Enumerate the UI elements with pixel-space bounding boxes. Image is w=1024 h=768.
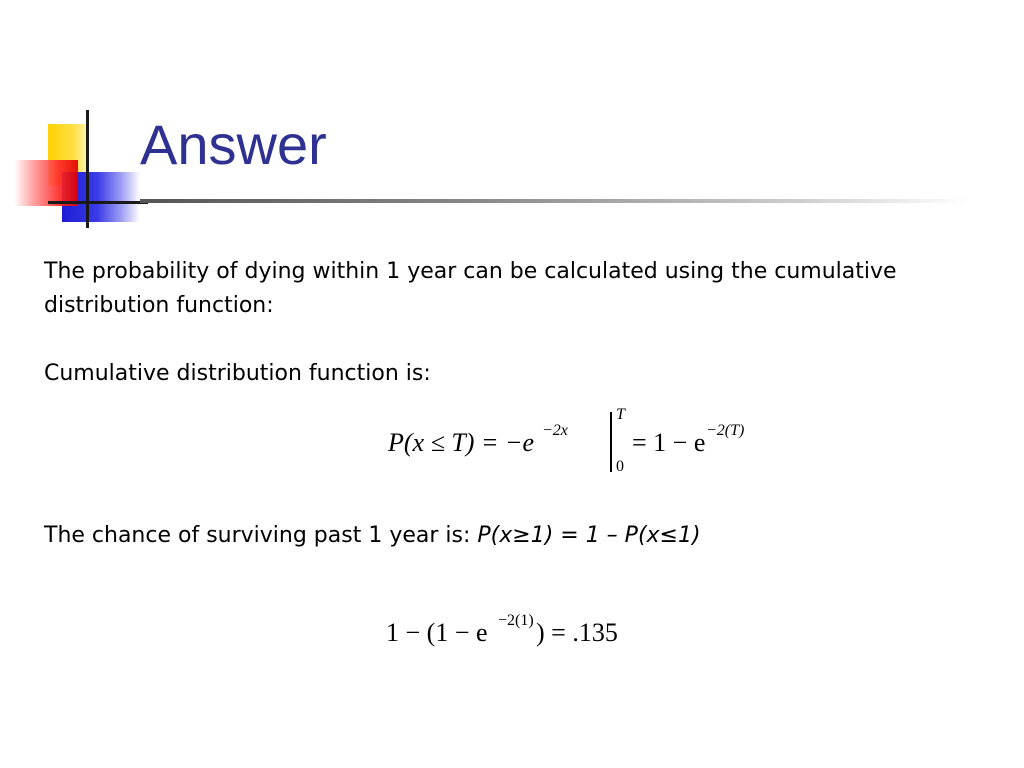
upper-limit: T xyxy=(616,406,625,423)
red-square xyxy=(14,160,78,206)
survival-equation-base: 1 − (1 − e xyxy=(386,618,488,647)
survival-equation xyxy=(380,608,640,658)
paragraph-probability: The probability of dying within 1 year can be calculated using the cumulative distribution function: xyxy=(44,259,897,318)
paragraph-survival xyxy=(44,519,701,553)
cdf-equation xyxy=(380,400,780,490)
survival-equation-exponent: −2(1) xyxy=(498,612,534,629)
slide-title: Answer xyxy=(140,113,327,176)
paragraph-cdf-label: Cumulative distribution function is: xyxy=(44,361,431,386)
survival-equation-result: ) = .135 xyxy=(536,618,618,647)
title-underline xyxy=(140,199,970,203)
short-horizontal-rule xyxy=(48,201,148,204)
cdf-left-expression: P(x ≤ T) = −e xyxy=(388,428,535,457)
lower-limit: 0 xyxy=(616,458,624,475)
survival-expression: P(x≥1) = 1 – P(x≤1) xyxy=(477,523,701,548)
evaluation-bar xyxy=(610,412,612,472)
cdf-right-expression: = 1 − e xyxy=(632,428,706,457)
cdf-left-exponent: −2x xyxy=(542,422,568,439)
cdf-right-exponent: −2(T) xyxy=(706,422,745,439)
vertical-rule xyxy=(86,110,89,228)
survival-lead-text: The chance of surviving past 1 year is: xyxy=(44,523,478,548)
